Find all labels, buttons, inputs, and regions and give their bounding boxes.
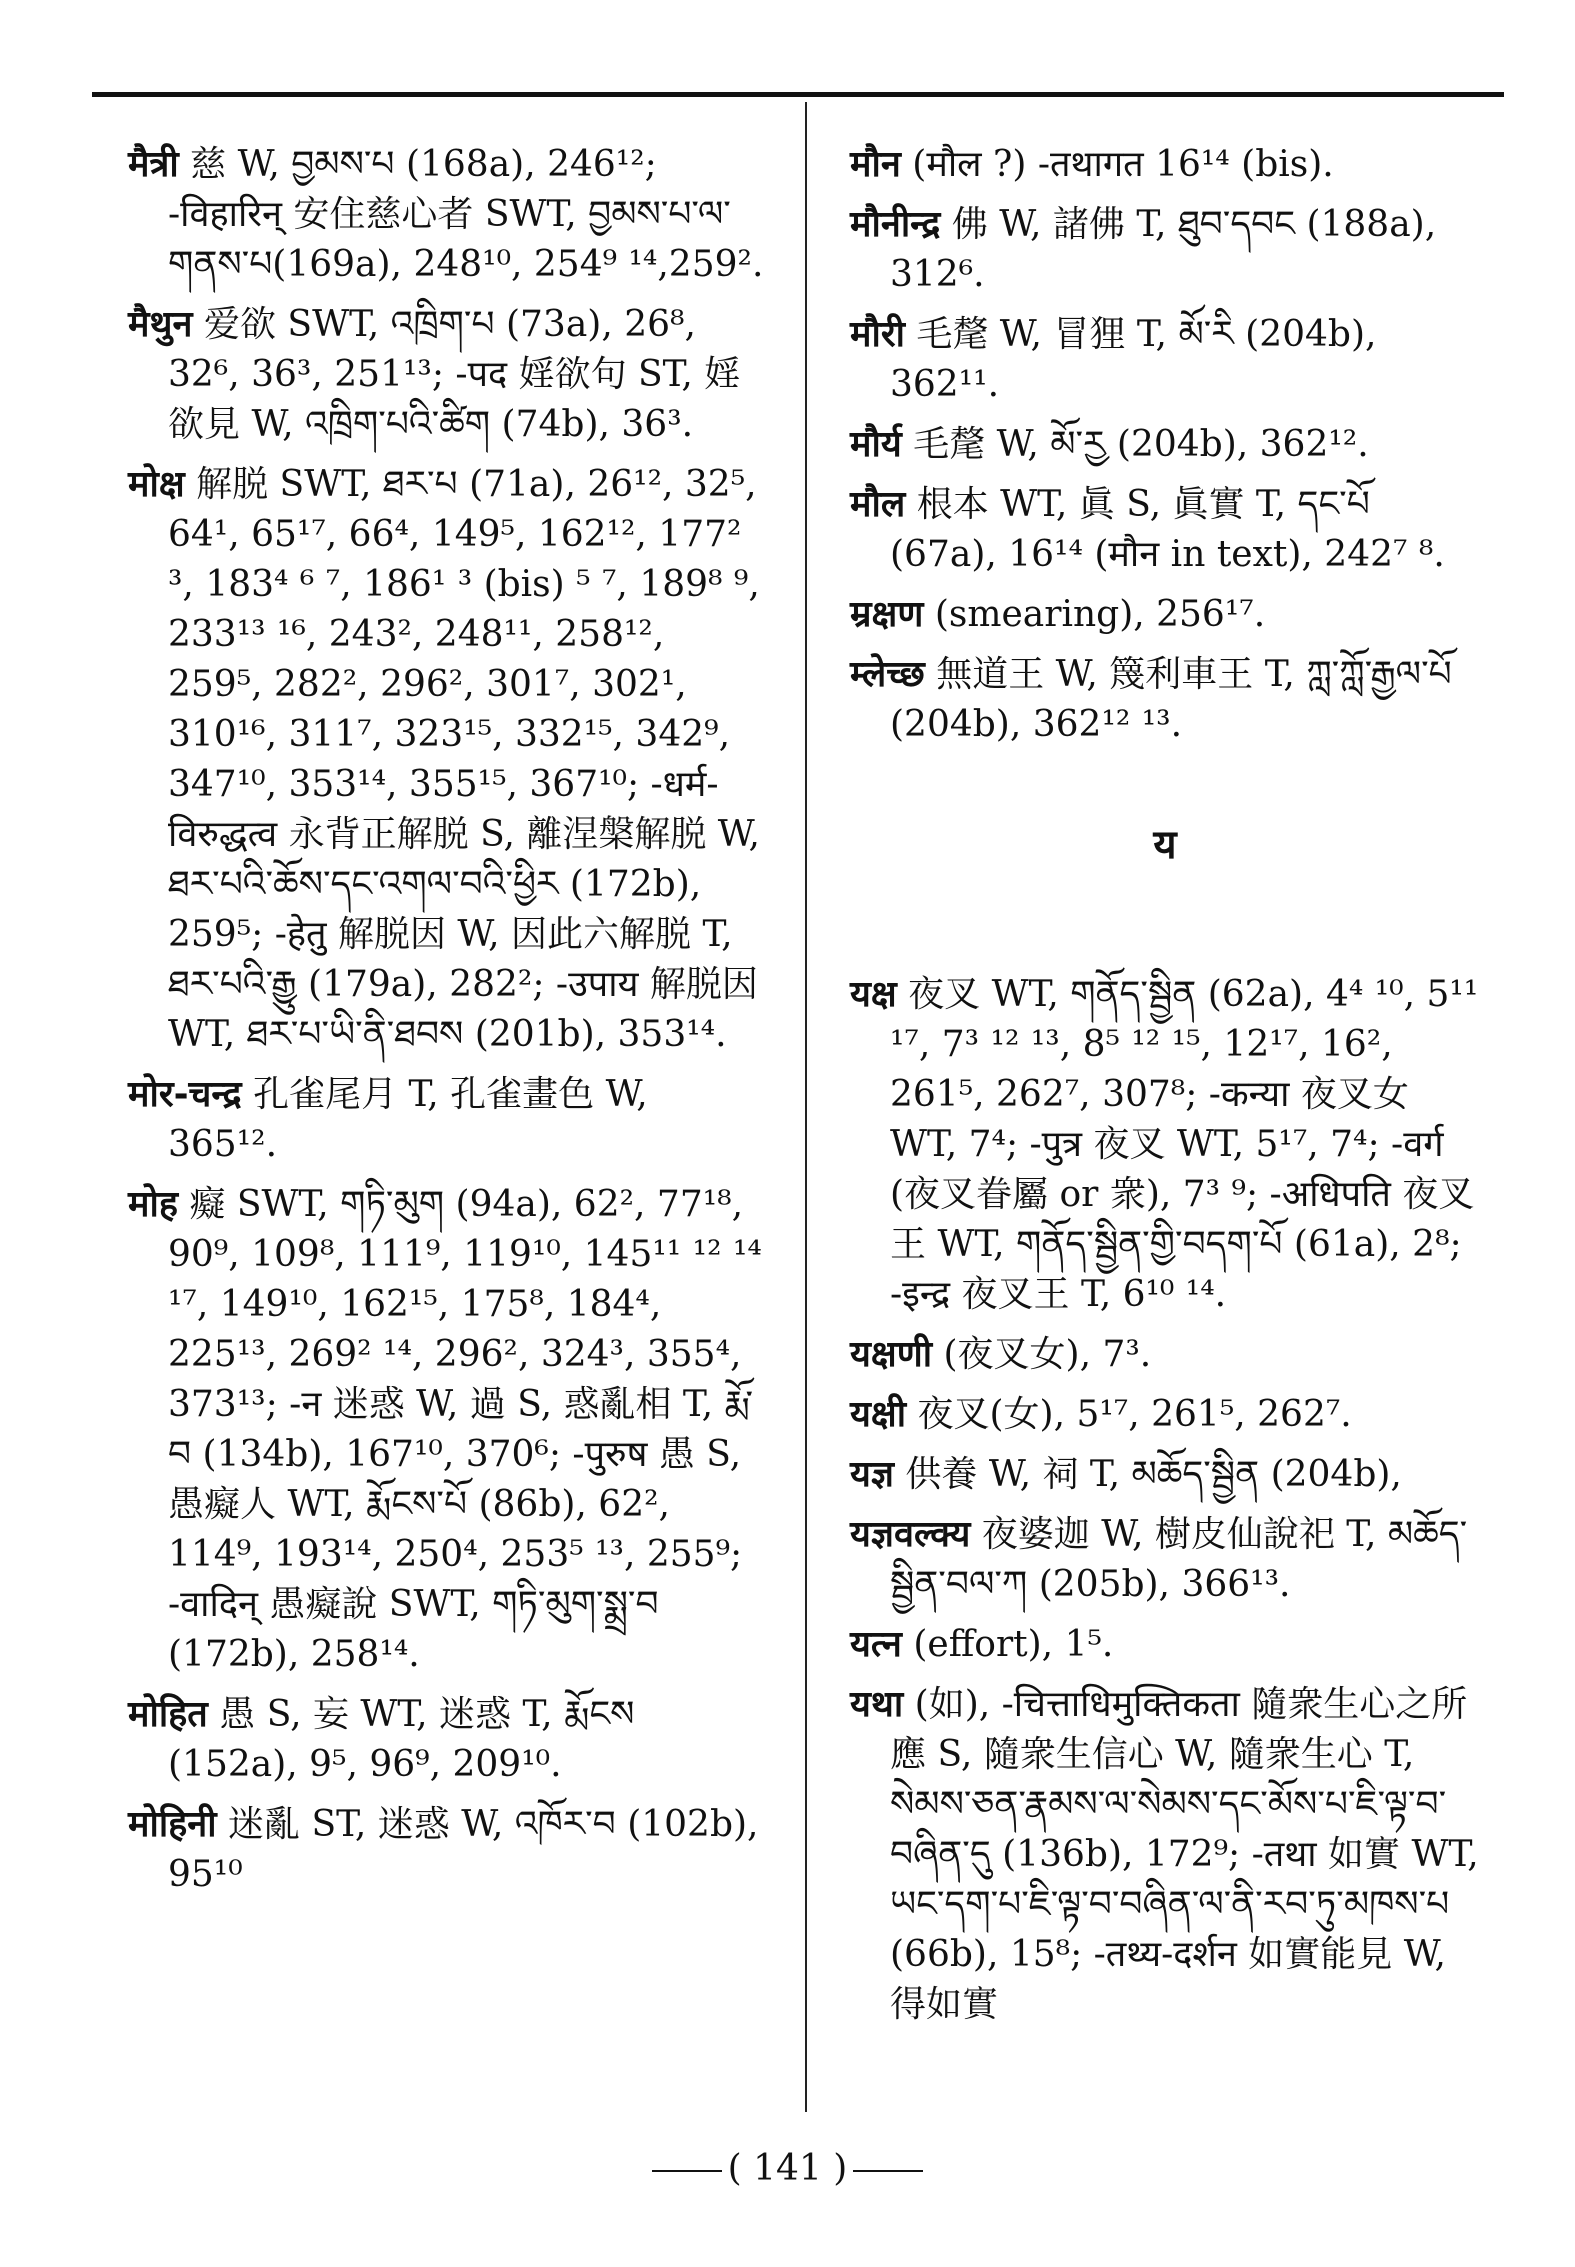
entry-text: 解脱 SWT, ཐར་པ (71a), 26¹², 32⁵, 64¹, 65¹⁷, 66⁴, 149⁵, 162¹², 177² ³, 183⁴ ⁶ ⁷, 186¹ ³ (bis) ⁵ ⁷, 189⁸ ⁹, 233¹³ ¹⁶, 243², 248¹¹, 258¹², 259⁵, 282², 296², 301⁷, 302¹, 310¹⁶, 311⁷, 323¹⁵, 332¹⁵, 342⁹, 347¹⁰, 353¹⁴, 355¹⁵, 367¹⁰; -धर्म-विरुद्धत्व 永背正解脱 S, 離涅槃解脱 W, ཐར་པའི་ཆོས་དང་འགལ་བའི་ཕྱིར (172b), 259⁵; -हेतु 解脱因 W, 因此六解脱 T, ཐར་པའི་རྒྱུ (179a), 282²; -उपाय 解脱因 WT, ཐར་པ་ཡི་ནི་ཐབས (201b), 353¹⁴.	[168, 464, 760, 1055]
entry-text: 夜叉 WT, གནོད་སྦྱིན (62a), 4⁴ ¹⁰, 5¹¹ ¹⁷, 7³ ¹² ¹³, 8⁵ ¹² ¹⁵, 12¹⁷, 16², 261⁵, 262⁷, 307⁸; -कन्या 夜叉女 WT, 7⁴; -पुत्र 夜叉 WT, 5¹⁷, 7⁴; -वर्ग (夜叉眷屬 or 衆), 7³ ⁹; -अधिपति 夜叉王 WT, གནོད་སྦྱིན་གྱི་བདག་པོ (61a), 2⁸; -इन्द्र 夜叉王 T, 6¹⁰ ¹⁴.	[890, 974, 1479, 1315]
entry-text: 愚 S, 妄 WT, 迷惑 T, རྨོངས (152a), 9⁵, 96⁹, 209¹⁰.	[168, 1694, 635, 1785]
footer-dash-left	[652, 2170, 722, 2172]
entry-headword: मौल	[850, 484, 906, 525]
entry-headword: यज्ञवल्क्य	[850, 1514, 971, 1555]
entry-headword: मोहिनी	[128, 1804, 217, 1845]
dictionary-entry	[128, 300, 768, 450]
entry-headword: मोहित	[128, 1694, 208, 1735]
left-column	[128, 140, 768, 1910]
entry-headword: म्रक्षण	[850, 594, 924, 635]
dictionary-entry	[850, 480, 1480, 580]
dictionary-entry	[128, 140, 768, 290]
entry-headword: मौन	[850, 144, 901, 185]
dictionary-entry	[850, 1450, 1480, 1500]
dictionary-entry	[128, 1070, 768, 1170]
dictionary-entry	[850, 200, 1480, 300]
entry-text: 夜叉(女), 5¹⁷, 261⁵, 262⁷.	[906, 1394, 1352, 1435]
entry-text: 無道王 W, 篾利車王 T, ཀླ་ཀློ་རྒྱལ་པོ (204b), 362¹² ¹³.	[890, 654, 1452, 745]
entry-text: (如), -चित्ताधिमुक्तिकता 隨衆生心之所應 S, 隨衆生信心 W, 隨衆生心 T, སེམས་ཅན་རྣམས་ལ་སེམས་དང་མོས་པ་ཇི་ལྟ་བ་བཞིན་དུ (136b), 172⁹; -तथा 如實 WT, ཡང་དག་པ་ཇི་ལྟ་བ་བཞིན་ལ་ནི་རབ་ཏུ་མཁས་པ (66b), 15⁸; -तथ्य-दर्शन 如實能見 W, 得如實	[890, 1684, 1479, 2025]
entry-text: 供養 W, 祠 T, མཆོད་སྦྱིན (204b),	[893, 1454, 1402, 1495]
entry-text: 根本 WT, 眞 S, 眞實 T, དང་པོ (67a), 16¹⁴ (मौन in text), 242⁷ ⁸.	[890, 484, 1445, 575]
dictionary-entry	[850, 650, 1480, 750]
entry-headword: म्लेच्छ	[850, 654, 925, 695]
dictionary-entry	[850, 590, 1480, 640]
entry-headword: मोर-चन्द्र	[128, 1074, 242, 1115]
dictionary-entry	[850, 970, 1480, 1320]
right-column	[850, 140, 1480, 2040]
entry-text: 毛氂 W, 冒狸 T, མོ་རི (204b), 362¹¹.	[890, 314, 1377, 405]
footer-dash-right	[853, 2170, 923, 2172]
entry-headword: मैत्री	[128, 144, 179, 185]
entry-text: 迷亂 ST, 迷惑 W, འཁོར་བ (102b), 95¹⁰	[168, 1804, 759, 1895]
entry-text: 佛 W, 諸佛 T, ཐུབ་དབང (188a), 312⁶.	[890, 204, 1437, 295]
dictionary-entry	[128, 1690, 768, 1790]
entry-text: 夜婆迦 W, 樹皮仙說祀 T, མཆོད་སྦྱིན་བལ་ཀ (205b), 366¹³.	[890, 1514, 1468, 1605]
entry-text: (effort), 1⁵.	[901, 1624, 1114, 1665]
dictionary-entry	[128, 1180, 768, 1680]
entry-headword: यत्न	[850, 1624, 902, 1665]
entry-headword: मैथुन	[128, 304, 193, 345]
dictionary-entry	[850, 1680, 1480, 2030]
column-divider	[805, 102, 807, 2112]
entry-headword: मौनीन्द्र	[850, 204, 941, 245]
entry-text: 毛氂 W, མོ་རྱ (204b), 362¹².	[901, 424, 1369, 465]
dictionary-entry	[850, 1330, 1480, 1380]
right-column-top	[850, 140, 1480, 750]
dictionary-entry	[850, 1620, 1480, 1670]
entry-text: (मौल ?) -तथागत 16¹⁴ (bis).	[900, 144, 1334, 185]
dictionary-entry	[128, 460, 768, 1060]
entry-text: 癡 SWT, གཏི་མུག (94a), 62², 77¹⁸, 90⁹, 109⁸, 111⁹, 119¹⁰, 145¹¹ ¹² ¹⁴ ¹⁷, 149¹⁰, 162¹⁵, 175⁸, 184⁴, 225¹³, 269² ¹⁴, 296², 324³, 355⁴, 373¹³; -न 迷惑 W, 過 S, 惑亂相 T, རྨོ་བ (134b), 167¹⁰, 370⁶; -पुरुष 愚 S, 愚癡人 WT, རྨོངས་པོ (86b), 62², 114⁹, 193¹⁴, 250⁴, 253⁵ ¹³, 255⁹; -वादिन् 愚癡說 SWT, གཏི་མུག་སྨྲ་བ (172b), 258¹⁴.	[168, 1184, 762, 1675]
dictionary-entry	[850, 420, 1480, 470]
right-column-bottom	[850, 970, 1480, 2030]
entry-text: (smearing), 256¹⁷.	[923, 594, 1266, 635]
entry-headword: यक्ष	[850, 974, 897, 1015]
entry-headword: मौर्य	[850, 424, 902, 465]
entry-headword: यज्ञ	[850, 1454, 894, 1495]
dictionary-entry	[850, 310, 1480, 410]
entry-headword: यक्षणी	[850, 1334, 933, 1375]
entry-text: 慈 W, བྱམས་པ (168a), 246¹²; -विहारिन् 安住慈心者 SWT, བྱམས་པ་ལ་གནས་པ(169a), 248¹⁰, 254⁹ ¹⁴,259².	[168, 144, 764, 285]
entry-text: 孔雀尾月 T, 孔雀畫色 W, 365¹².	[168, 1074, 648, 1165]
entry-text: 爱欲 SWT, འཁྲིག་པ (73a), 26⁸, 32⁶, 36³, 251¹³; -पद 婬欲句 ST, 婬欲見 W, འཁྲིག་པའི་ཚིག (74b), 36³.	[168, 304, 741, 445]
entry-headword: मौरी	[850, 314, 905, 355]
page-number: ( 141 )	[727, 2148, 848, 2189]
section-letter: य	[1153, 822, 1177, 868]
entry-headword: मोह	[128, 1184, 178, 1225]
entry-headword: यथा	[850, 1684, 904, 1725]
dictionary-entry	[850, 1510, 1480, 1610]
page-footer	[0, 2148, 1575, 2189]
entry-headword: यक्षी	[850, 1394, 907, 1435]
dictionary-entry	[850, 1390, 1480, 1440]
dictionary-entry	[128, 1800, 768, 1900]
entry-text: (夜叉女), 7³.	[932, 1334, 1152, 1375]
top-rule	[92, 92, 1504, 97]
entry-headword: मोक्ष	[128, 464, 185, 505]
dictionary-entry	[850, 140, 1480, 190]
